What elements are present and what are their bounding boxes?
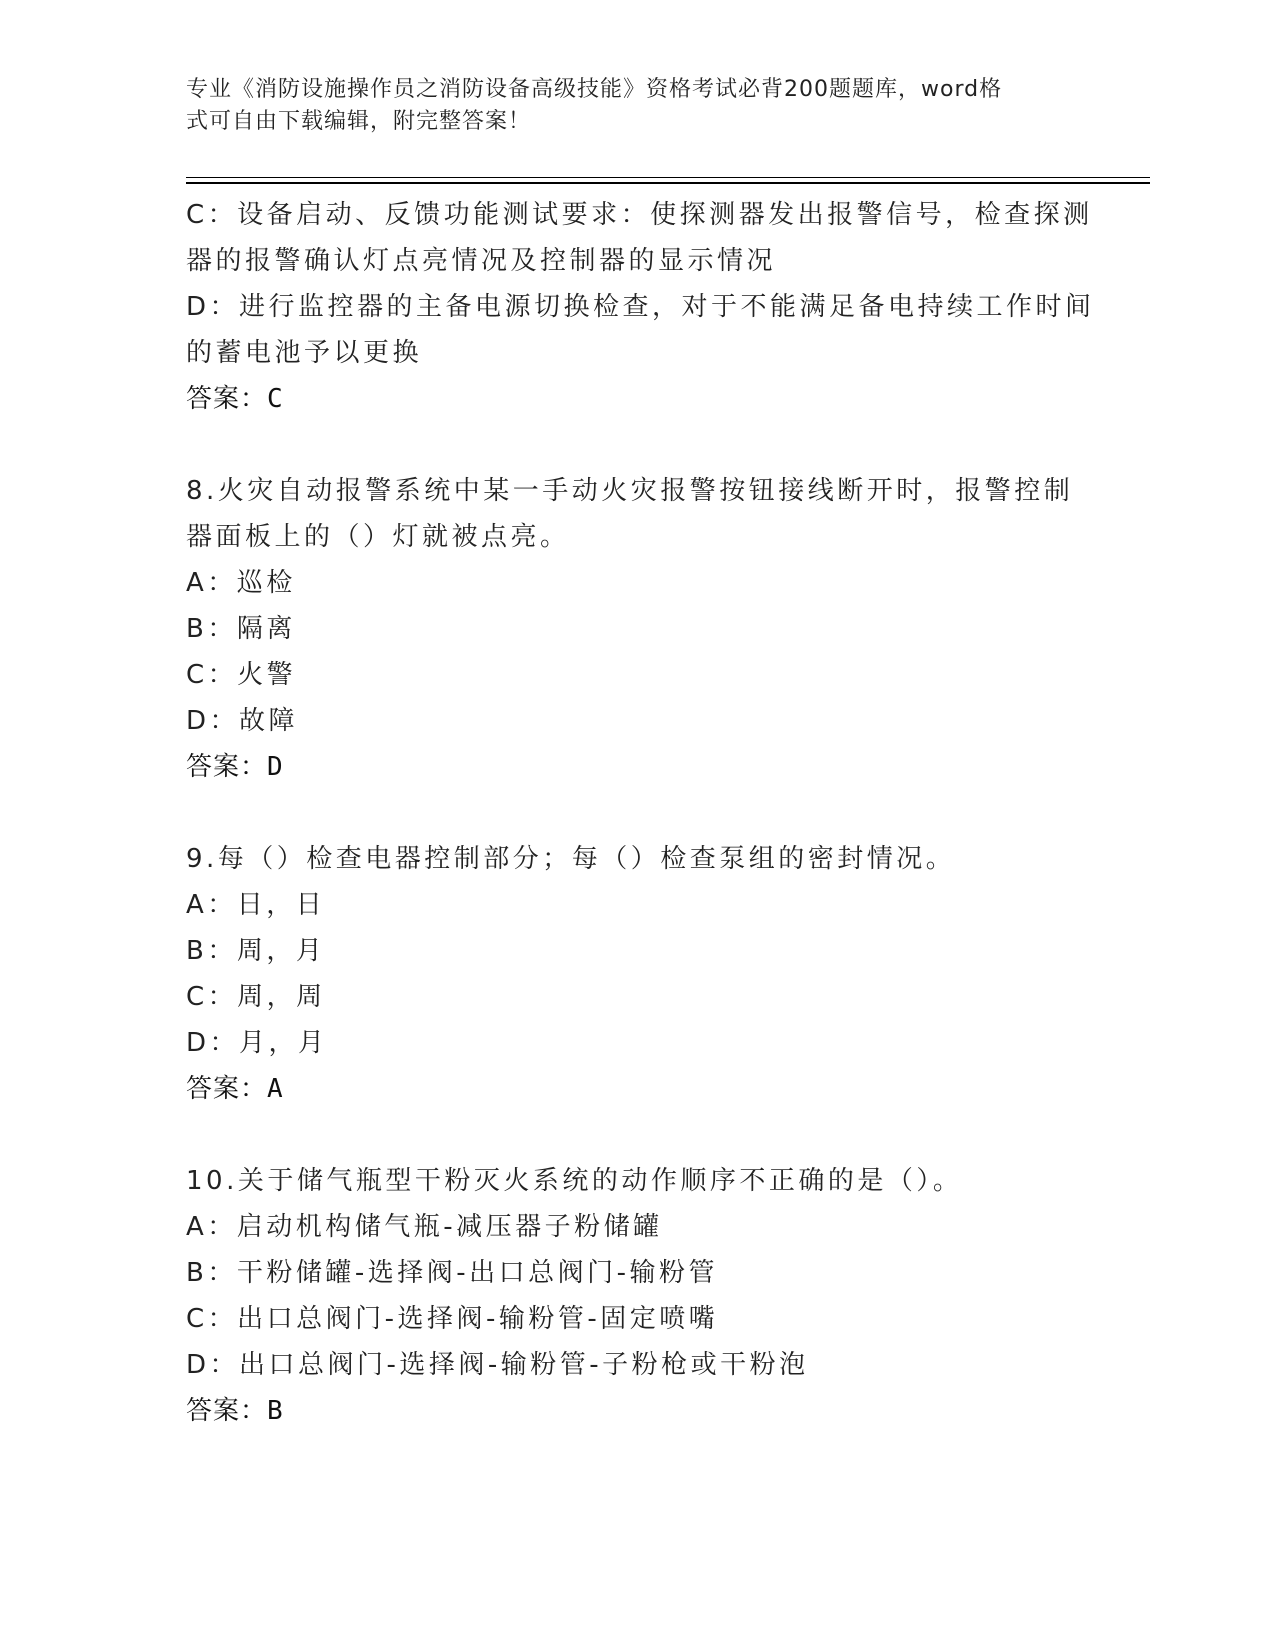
question-8 — [186, 468, 1086, 790]
header-divider-thick — [186, 182, 1150, 184]
answer-value: C — [267, 384, 284, 414]
question-stem-line-2: 器面板上的（）灯就被点亮。 — [186, 522, 570, 552]
option-a: A：启动机构储气瓶-减压器子粉储罐 — [186, 1212, 663, 1242]
header-divider-thin — [186, 177, 1150, 178]
option-a: A：巡检 — [186, 568, 296, 598]
header-text-line-1: 专业《消防设施操作员之消防设备高级技能》资格考试必背200题题库，word格 — [186, 77, 1003, 102]
answer-label: 答案： — [186, 1074, 268, 1104]
option-d-line-1: D：进行监控器的主备电源切换检查，对于不能满足备电持续工作时间 — [186, 292, 1095, 322]
option-c: C：周，周 — [186, 982, 326, 1012]
option-d: D：出口总阀门-选择阀-输粉管-子粉枪或干粉泡 — [186, 1350, 809, 1380]
answer-label: 答案： — [186, 752, 268, 782]
spacer — [186, 790, 1086, 836]
answer-line — [186, 1388, 1086, 1434]
spacer — [186, 422, 1086, 468]
header-text-line-2: 式可自由下载编辑，附完整答案！ — [186, 109, 532, 134]
answer-label: 答案： — [186, 384, 268, 414]
option-b: B：隔离 — [186, 614, 296, 644]
answer-label: 答案： — [186, 1396, 268, 1426]
question-10 — [186, 1158, 1086, 1434]
spacer — [186, 1112, 1086, 1158]
question-9 — [186, 836, 1086, 1112]
question-stem-line-1: 8.火灾自动报警系统中某一手动火灾报警按钮接线断开时，报警控制 — [186, 476, 1074, 506]
question-stem-line-1: 9.每（）检查电器控制部分；每（）检查泵组的密封情况。 — [186, 844, 956, 874]
option-d: D：故障 — [186, 706, 299, 736]
answer-line — [186, 376, 1086, 422]
answer-value: D — [267, 752, 284, 782]
document-header — [186, 74, 1086, 138]
option-c-line-2: 器的报警确认灯点亮情况及控制器的显示情况 — [186, 246, 777, 276]
answer-line — [186, 1066, 1086, 1112]
option-d: D：月，月 — [186, 1028, 328, 1058]
option-c: C：火警 — [186, 660, 297, 690]
option-b: B：干粉储罐-选择阀-出口总阀门-输粉管 — [186, 1258, 718, 1288]
option-b: B：周，月 — [186, 936, 326, 966]
answer-value: A — [267, 1074, 284, 1104]
document-body — [186, 192, 1095, 1434]
option-d-line-2: 的蓄电池予以更换 — [186, 338, 423, 368]
option-a: A：日，日 — [186, 890, 326, 920]
question-7-continued — [186, 192, 1095, 422]
option-c: C：出口总阀门-选择阀-输粉管-固定喷嘴 — [186, 1304, 719, 1334]
answer-line — [186, 744, 1086, 790]
question-stem-line-1: 10.关于储气瓶型干粉灭火系统的动作顺序不正确的是（）。 — [186, 1166, 963, 1196]
answer-value: B — [267, 1396, 284, 1426]
option-c-line-1: C：设备启动、反馈功能测试要求：使探测器发出报警信号，检查探测 — [186, 200, 1093, 230]
